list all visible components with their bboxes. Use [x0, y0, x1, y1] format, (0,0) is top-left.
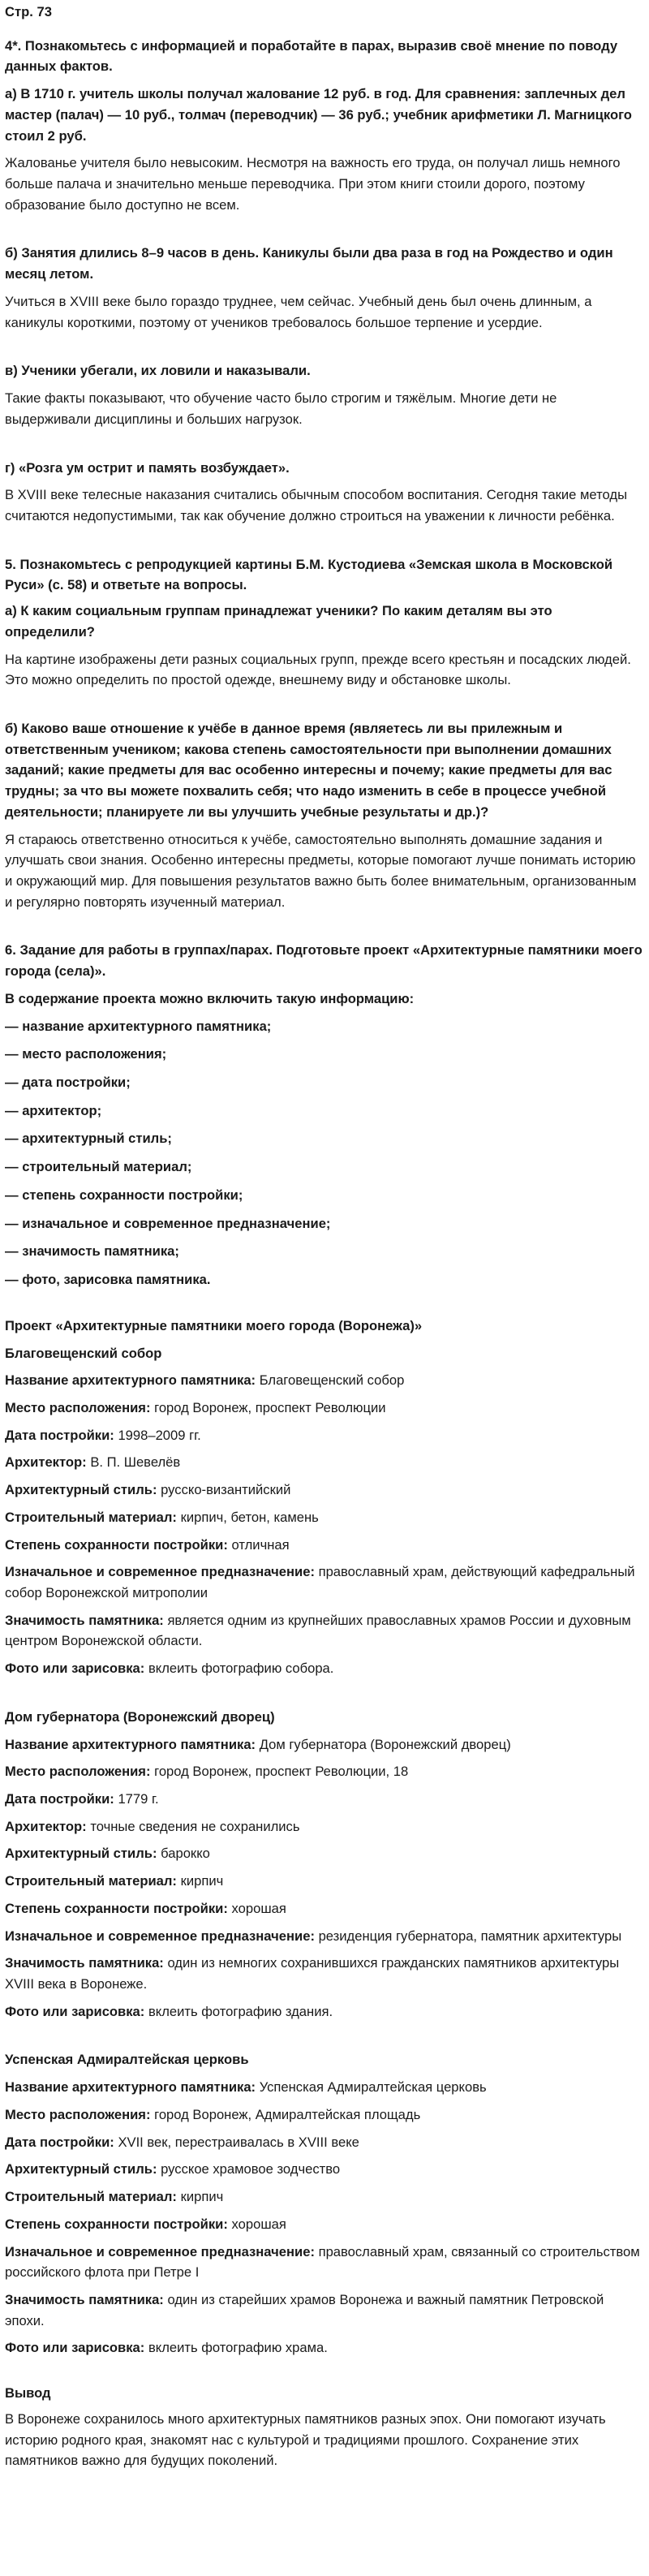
- task-4a-answer: Жалованье учителя было невысоким. Несмотря на важность его труда, он получал лишь немного больше палача и значительно меньше переводчика. При этом книги стоили дорого, поэтому образование было доступно не всем.: [5, 155, 621, 213]
- conclusion-text: В Воронеже сохранилось много архитектурных памятников разных эпох. Они помогают изучать историю родного края, знакомят нас с культурой и традициями прошлого. Сохранение этих памятников важно для будущих поколений.: [5, 2410, 606, 2469]
- field-label: Фото или зарисовка:: [5, 1661, 145, 1677]
- field-value: XVII век, перестраивалась в XVIII веке: [114, 2134, 359, 2150]
- monument-field: [5, 2159, 644, 2180]
- list-item: — место расположения;: [5, 1046, 167, 1062]
- field-label: Степень сохранности постройки:: [5, 1900, 228, 1916]
- monument-field: [5, 1562, 644, 1603]
- monument-field: [5, 1843, 644, 1864]
- monument-field: [5, 1452, 644, 1473]
- monument-field: [5, 1658, 644, 1679]
- monument-field: [5, 1398, 644, 1419]
- task-4-heading: 4*. Познакомьтесь с информацией и поработайте в парах, выразив своё мнение по поводу данных фактов.: [5, 37, 618, 75]
- monument-field: [5, 1898, 644, 1919]
- monuments-list: [5, 1343, 644, 2359]
- field-value: русско-византийский: [157, 1482, 291, 1498]
- field-label: Дата постройки:: [5, 2134, 114, 2150]
- task-5b-question: б) Каково ваше отношение к учёбе в данное время (являетесь ли вы прилежным и ответственным учеником; какова степень самостоятельности при выполнении домашних заданий; какие предметы для вас особенно интересны и почему; какие предметы для вас трудны; за что вы можете похвалить себя; что надо изменить в себе в процессе учебной деятельности; планируете ли вы улучшить учебные результаты и др.)?: [5, 720, 612, 820]
- monument-field: [5, 1789, 644, 1810]
- monument-field: [5, 1425, 644, 1446]
- field-value: резиденция губернатора, памятник архитектуры: [314, 1928, 622, 1944]
- monument-field: [5, 2104, 644, 2126]
- field-label: Архитектор:: [5, 1454, 87, 1471]
- conclusion: [5, 2383, 644, 2471]
- field-value: хорошая: [227, 1900, 286, 1916]
- field-value: 1998–2009 гг.: [114, 1427, 201, 1443]
- field-label: Степень сохранности постройки:: [5, 2216, 228, 2232]
- monument-block: [5, 1343, 644, 1679]
- monument-block: [5, 2049, 644, 2358]
- monument-field: [5, 1370, 644, 1391]
- field-label: Значимость памятника:: [5, 1612, 164, 1628]
- field-label: Архитектурный стиль:: [5, 1482, 157, 1498]
- field-value: православный храм, связанный со строительством российского флота при Петре I: [5, 2243, 640, 2281]
- field-label: Изначальное и современное предназначение:: [5, 2243, 315, 2259]
- field-value: отличная: [227, 1536, 290, 1553]
- field-label: Значимость памятника:: [5, 1955, 164, 1971]
- monument-field: [5, 1535, 644, 1556]
- field-label: Фото или зарисовка:: [5, 2003, 145, 2019]
- task-4v-answer: Такие факты показывают, что обучение часто было строгим и тяжёлым. Многие дети не выдерживали дисциплины и больших нагрузок.: [5, 390, 557, 427]
- task-5b-answer: Я стараюсь ответственно относиться к учёбе, самостоятельно выполнять домашние задания и улучшать свои знания. Особенно интересны предметы, которые помогают лучше понимать историю и окружающий мир. Для повышения результатов важно быть более внимательным, организованным и регулярно повторять изученный материал.: [5, 831, 637, 910]
- monument-field: [5, 1816, 644, 1837]
- monument-field: [5, 2001, 644, 2022]
- project: [5, 1316, 644, 2358]
- field-label: Фото или зарисовка:: [5, 2340, 145, 2356]
- field-value: один из немногих сохранившихся гражданских памятников архитектуры XVIII века в Воронеже.: [5, 1955, 620, 1992]
- task-4: [5, 36, 644, 527]
- field-value: кирпич: [176, 2189, 224, 2205]
- field-value: русское храмовое зодчество: [157, 2161, 341, 2178]
- field-label: Название архитектурного памятника:: [5, 1372, 256, 1389]
- task-6-heading: 6. Задание для работы в группах/парах. Подготовьте проект «Архитектурные памятники моего города (села)».: [5, 942, 643, 980]
- page-title: Стр. 73: [5, 4, 52, 19]
- field-value: является одним из крупнейших православных храмов России и духовным центром Воронежской области.: [5, 1612, 631, 1649]
- field-value: точные сведения не сохранились: [86, 1818, 300, 1834]
- task-6-list: [5, 1016, 644, 1290]
- monument-field: [5, 1610, 644, 1652]
- monument-field: [5, 2337, 644, 2358]
- task-5a-question: а) К каким социальным группам принадлежат ученики? По каким деталям вы это определили?: [5, 603, 552, 640]
- monument-field: [5, 1871, 644, 1892]
- monument-field: [5, 1507, 644, 1528]
- field-value: Благовещенский собор: [256, 1372, 405, 1389]
- field-label: Название архитектурного памятника:: [5, 1736, 256, 1752]
- field-value: 1779 г.: [114, 1791, 159, 1807]
- task-5-heading: 5. Познакомьтесь с репродукцией картины Б.М. Кустодиева «Земская школа в Московской Руси» (с. 58) и ответьте на вопросы.: [5, 556, 613, 593]
- field-label: Степень сохранности постройки:: [5, 1536, 228, 1553]
- field-value: вклеить фотографию здания.: [144, 2003, 333, 2019]
- list-item: — фото, зарисовка памятника.: [5, 1272, 211, 1288]
- field-label: Строительный материал:: [5, 2189, 177, 2205]
- field-value: вклеить фотографию собора.: [144, 1661, 334, 1677]
- field-label: Архитектурный стиль:: [5, 2161, 157, 2178]
- field-label: Название архитектурного памятника:: [5, 2079, 256, 2096]
- monument-block: [5, 1707, 644, 2022]
- task-6: [5, 940, 644, 1290]
- project-title: Проект «Архитектурные памятники моего города (Воронежа)»: [5, 1317, 423, 1333]
- monument-field: [5, 2242, 644, 2283]
- list-item: — дата постройки;: [5, 1075, 131, 1091]
- field-label: Место расположения:: [5, 1399, 151, 1415]
- list-item: — архитектор;: [5, 1102, 102, 1118]
- task-4v-question: в) Ученики убегали, их ловили и наказывали.: [5, 363, 311, 379]
- field-value: Дом губернатора (Воронежский дворец): [256, 1736, 511, 1752]
- task-4g-question: г) «Розга ум острит и память возбуждает».: [5, 459, 290, 476]
- conclusion-heading: Вывод: [5, 2385, 51, 2402]
- field-label: Строительный материал:: [5, 1873, 177, 1889]
- field-label: Архитектурный стиль:: [5, 1846, 157, 1862]
- task-5: [5, 554, 644, 913]
- field-value: город Воронеж, Адмиралтейская площадь: [150, 2106, 421, 2122]
- task-6-intro: В содержание проекта можно включить такую информацию:: [5, 990, 415, 1006]
- field-label: Строительный материал:: [5, 1509, 177, 1525]
- monument-field: [5, 1734, 644, 1755]
- task-4g-answer: В XVIII веке телесные наказания считались обычным способом воспитания. Сегодня такие методы считаются недопустимыми, так как обучение должно строиться на уважении к личности ребёнка.: [5, 487, 627, 523]
- field-label: Архитектор:: [5, 1818, 87, 1834]
- field-label: Значимость памятника:: [5, 2291, 164, 2307]
- list-item: — архитектурный стиль;: [5, 1131, 172, 1147]
- monument-name: Дом губернатора (Воронежский дворец): [5, 1708, 275, 1725]
- field-label: Место расположения:: [5, 1764, 151, 1780]
- monument-field: [5, 2214, 644, 2235]
- monument-field: [5, 2077, 644, 2098]
- field-value: город Воронеж, проспект Революции: [150, 1399, 386, 1415]
- task-4a-question: а) В 1710 г. учитель школы получал жалование 12 руб. в год. Для сравнения: заплечных дел мастер (палач) — 10 руб., толмач (переводчик) — 36 руб.; учебник арифметики Л. Магницкого стоил 2 руб.: [5, 86, 632, 144]
- field-value: В. П. Шевелёв: [86, 1454, 181, 1471]
- field-value: хорошая: [227, 2216, 286, 2232]
- field-value: один из старейших храмов Воронежа и важный памятник Петровской эпохи.: [5, 2291, 604, 2328]
- task-4b-answer: Учиться в XVIII веке было гораздо труднее, чем сейчас. Учебный день был очень длинным, а каникулы короткими, поэтому от учеников требовалось большое терпение и усердие.: [5, 293, 592, 330]
- field-label: Дата постройки:: [5, 1791, 114, 1807]
- monument-field: [5, 2290, 644, 2331]
- field-value: вклеить фотографию храма.: [144, 2340, 328, 2356]
- field-value: кирпич, бетон, камень: [176, 1509, 319, 1525]
- field-value: Успенская Адмиралтейская церковь: [256, 2079, 487, 2096]
- list-item: — название архитектурного памятника;: [5, 1018, 272, 1034]
- field-label: Место расположения:: [5, 2106, 151, 2122]
- field-label: Дата постройки:: [5, 1427, 114, 1443]
- monument-field: [5, 1926, 644, 1947]
- field-label: Изначальное и современное предназначение:: [5, 1928, 315, 1944]
- field-value: православный храм, действующий кафедральный собор Воронежской митрополии: [5, 1564, 635, 1600]
- list-item: — изначальное и современное предназначение;: [5, 1215, 331, 1231]
- field-value: барокко: [157, 1846, 210, 1862]
- monument-field: [5, 2132, 644, 2153]
- task-4b-question: б) Занятия длились 8–9 часов в день. Каникулы были два раза в год на Рождество и один месяц летом.: [5, 245, 613, 282]
- list-item: — строительный материал;: [5, 1159, 192, 1175]
- field-label: Изначальное и современное предназначение:: [5, 1564, 315, 1580]
- field-value: кирпич: [176, 1873, 224, 1889]
- monument-field: [5, 1480, 644, 1501]
- list-item: — значимость памятника;: [5, 1243, 179, 1260]
- list-item: — степень сохранности постройки;: [5, 1187, 243, 1203]
- task-5a-answer: На картине изображены дети разных социальных групп, прежде всего крестьян и посадских людей. Это можно определить по простой одежде, внешнему виду и обстановке школы.: [5, 651, 631, 688]
- monument-field: [5, 2186, 644, 2208]
- field-value: город Воронеж, проспект Революции, 18: [150, 1764, 409, 1780]
- monument-field: [5, 1953, 644, 1994]
- monument-field: [5, 1761, 644, 1782]
- monument-name: Благовещенский собор: [5, 1345, 162, 1361]
- monument-name: Успенская Адмиралтейская церковь: [5, 2052, 249, 2068]
